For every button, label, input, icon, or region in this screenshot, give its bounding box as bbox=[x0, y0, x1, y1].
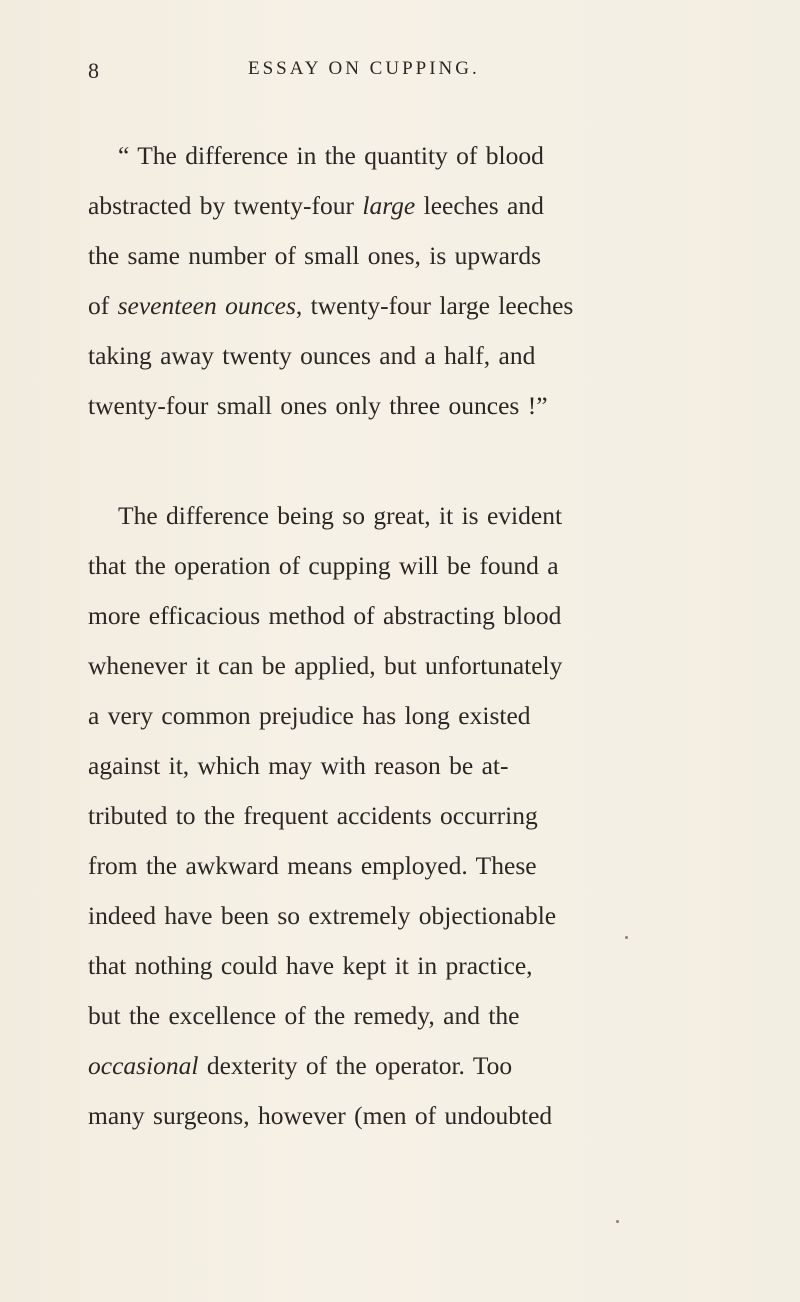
page-number: 8 bbox=[88, 58, 100, 83]
text-line: occasional dexterity of the operator. Too bbox=[88, 1051, 513, 1080]
text-line: taking away twenty ounces and a half, and bbox=[88, 341, 536, 370]
text-line: many surgeons, however (men of undoubted bbox=[88, 1101, 553, 1130]
text-line: but the excellence of the remedy, and the bbox=[88, 1001, 520, 1030]
text-line: a very common prejudice has long existed bbox=[88, 701, 531, 730]
running-head: ESSAY ON CUPPING. bbox=[248, 58, 480, 79]
text-line: from the awkward means employed. These bbox=[88, 851, 537, 880]
text-line: more efficacious method of abstracting blood bbox=[88, 601, 562, 630]
text-line: against it, which may with reason be at- bbox=[88, 751, 509, 780]
text-line: indeed have been so extremely objectionable bbox=[88, 901, 557, 930]
paper-speck bbox=[616, 1220, 619, 1223]
text-line: that nothing could have kept it in practice, bbox=[88, 951, 533, 980]
text-line: The difference being so great, it is evident bbox=[118, 501, 563, 530]
paper-speck bbox=[625, 936, 628, 939]
text-line: whenever it can be applied, but unfortunately bbox=[88, 651, 563, 680]
text-line: of seventeen ounces, twenty-four large leeches bbox=[88, 291, 574, 320]
text-line: twenty-four small ones only three ounces !” bbox=[88, 391, 548, 420]
page-header bbox=[88, 58, 708, 88]
text-line: the same number of small ones, is upwards bbox=[88, 241, 542, 270]
text-line: abstracted by twenty-four large leeches and bbox=[88, 191, 544, 220]
text-line: “ The difference in the quantity of blood bbox=[118, 141, 544, 170]
text-line: that the operation of cupping will be found a bbox=[88, 551, 559, 580]
text-line: tributed to the frequent accidents occurring bbox=[88, 801, 538, 830]
